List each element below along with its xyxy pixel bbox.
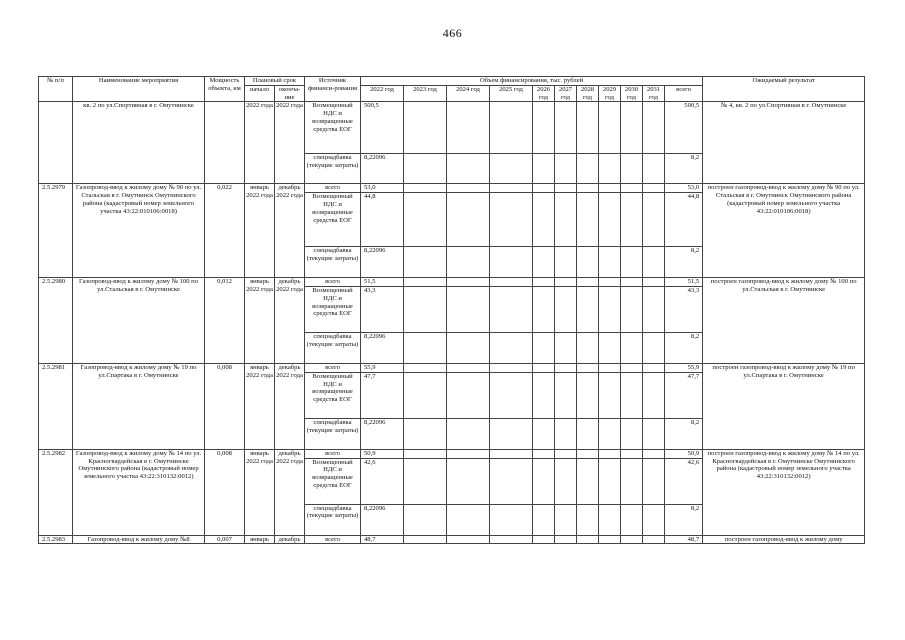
- header-capacity: Мощность объекта, км: [205, 77, 245, 102]
- table-row: [39, 449, 865, 458]
- measure-name: Газопровод-ввод к жилому дому №8: [73, 535, 205, 544]
- header-name: Наименование мероприятия: [73, 77, 205, 102]
- term-end: декабрь 2022 года: [275, 184, 305, 278]
- value-total: 55,9: [665, 363, 703, 372]
- table-row: [39, 184, 865, 193]
- header-year: 2029 год: [599, 85, 621, 102]
- table-row: [39, 278, 865, 287]
- capacity: 0,012: [205, 278, 245, 364]
- header-total: всего: [665, 85, 703, 102]
- value-2022: 48,7: [361, 535, 404, 544]
- funding-source: спецнадбавка (текущие затраты): [305, 418, 361, 449]
- funding-source: Возмещенный НДС и возвращенные средства ЕОГ: [305, 193, 361, 247]
- header-year: 2026 год: [533, 85, 555, 102]
- funding-source: спецнадбавка (текущие затраты): [305, 504, 361, 535]
- page-number: 466: [442, 26, 463, 40]
- value-total: 8,2: [665, 504, 703, 535]
- header-year: 2025 год: [490, 85, 533, 102]
- value-2022: 42,6: [361, 458, 404, 504]
- header-year: 2022 год: [361, 85, 404, 102]
- header-year: 2024 год: [447, 85, 490, 102]
- header-term: Плановый срок: [245, 77, 305, 86]
- header-year: 2030 год: [621, 85, 643, 102]
- funding-source: всего: [305, 278, 361, 287]
- measure-name: Газопровод-ввод к жилому дому № 19 по ул.Спартака в г. Омутнинске: [73, 363, 205, 449]
- value-total: 50,9: [665, 449, 703, 458]
- funding-source: всего: [305, 535, 361, 544]
- value-total: 42,6: [665, 458, 703, 504]
- funding-source: Возмещенный НДС и возвращенные средства ЕОГ: [305, 372, 361, 418]
- value-total: 8,2: [665, 154, 703, 184]
- term-end: декабрь 2022 года: [275, 449, 305, 535]
- expected-result: № 4, кв. 2 по ул.Спортивная в г. Омутнинске: [703, 102, 865, 184]
- capacity: [205, 102, 245, 184]
- value-2022: 8,22096: [361, 504, 404, 535]
- term-start: январь 2022 года: [245, 449, 275, 535]
- funding-source: спецнадбавка (текущие затраты): [305, 247, 361, 278]
- funding-source: спецнадбавка (текущие затраты): [305, 332, 361, 363]
- capacity: 0,022: [205, 184, 245, 278]
- header-year: 2031 год: [643, 85, 665, 102]
- funding-source: спецнадбавка (текущие затраты): [305, 154, 361, 184]
- funding-source: всего: [305, 363, 361, 372]
- term-start: 2022 года: [245, 102, 275, 184]
- value-2022: 8,22096: [361, 154, 404, 184]
- row-number: 2.5.2980: [39, 278, 73, 364]
- header-term-end: оконча-ние: [275, 85, 305, 102]
- value-total: 48,7: [665, 535, 703, 544]
- table-header: [39, 77, 865, 102]
- header-no: № п/п: [39, 77, 73, 102]
- header-year: 2023 год: [404, 85, 447, 102]
- capacity: 0,008: [205, 449, 245, 535]
- term-start: январь 2022 года: [245, 278, 275, 364]
- row-number: 2.5.2982: [39, 449, 73, 535]
- table-row: [39, 102, 865, 154]
- measure-name: кв. 2 по ул.Спортивная в г. Омутнинске: [73, 102, 205, 184]
- value-total: 8,2: [665, 247, 703, 278]
- funding-source: Возмещенный НДС и возвращенные средства ЕОГ: [305, 286, 361, 332]
- term-end: декабрь: [275, 535, 305, 544]
- value-2022: 43,3: [361, 286, 404, 332]
- value-2022: 44,8: [361, 193, 404, 247]
- capacity: 0,008: [205, 363, 245, 449]
- header-year: 2027 год: [555, 85, 577, 102]
- term-start: январь 2022 года: [245, 363, 275, 449]
- header-year: 2028 год: [577, 85, 599, 102]
- expected-result: построен газопровод-ввод к жилому дому № 100 по ул.Стальская в г. Омутнинске: [703, 278, 865, 364]
- value-total: 500,5: [665, 102, 703, 154]
- header-volume: Объем финансирования, тыс. рублей: [361, 77, 703, 86]
- funding-source: всего: [305, 184, 361, 193]
- value-2022: 55,9: [361, 363, 404, 372]
- row-number: 2.5.2981: [39, 363, 73, 449]
- term-end: декабрь 2022 года: [275, 278, 305, 364]
- row-number: 2.5.2979: [39, 184, 73, 278]
- funding-source: Возмещенный НДС и возвращенные средства ЕОГ: [305, 102, 361, 154]
- expected-result: построен газопровод-ввод к жилому дому № 90 по ул. Стальская в г. Омутнинск Омутнинского района (кадастровый номер земельного участка 43:22:010106:0018): [703, 184, 865, 278]
- value-total: 51,5: [665, 278, 703, 287]
- term-start: январь: [245, 535, 275, 544]
- value-2022: 50,9: [361, 449, 404, 458]
- value-2022: 53,0: [361, 184, 404, 193]
- table-body: [39, 102, 865, 544]
- value-2022: 51,5: [361, 278, 404, 287]
- value-2022: 500,5: [361, 102, 404, 154]
- financing-table: [38, 76, 865, 544]
- value-2022: 8,22096: [361, 332, 404, 363]
- value-2022: 8,22096: [361, 418, 404, 449]
- capacity: 0,007: [205, 535, 245, 544]
- value-total: 8,2: [665, 332, 703, 363]
- header-result: Ожидаемый результат: [703, 77, 865, 102]
- value-total: 8,2: [665, 418, 703, 449]
- expected-result: построен газопровод-ввод к жилому дому № 19 по ул.Спартака в г. Омутнинске: [703, 363, 865, 449]
- measure-name: Газопровод-ввод к жилому дому № 90 по ул. Стальская в г. Омутнинск Омутнинского района (кадастровый номер земельного участка 43:22:010106:0018): [73, 184, 205, 278]
- funding-source: всего: [305, 449, 361, 458]
- expected-result: построен газопровод-ввод к жилому дому: [703, 535, 865, 544]
- row-number: [39, 102, 73, 184]
- value-2022: 47,7: [361, 372, 404, 418]
- row-number: 2.5.2983: [39, 535, 73, 544]
- term-end: 2022 года: [275, 102, 305, 184]
- funding-source: Возмещенный НДС и возвращенные средства ЕОГ: [305, 458, 361, 504]
- value-2022: 8,22096: [361, 247, 404, 278]
- value-total: 53,0: [665, 184, 703, 193]
- value-total: 44,8: [665, 193, 703, 247]
- measure-name: Газопровод-ввод к жилому дому № 14 по ул. Красногвардейская в г. Омутнинске Омутнинского района (кадастровый номер земельного участка 43:22:310132:0012): [73, 449, 205, 535]
- term-end: декабрь 2022 года: [275, 363, 305, 449]
- table-row: [39, 363, 865, 372]
- header-source: Источник финанси-рования: [305, 77, 361, 102]
- expected-result: построен газопровод-ввод к жилому дому № 14 по ул. Красногвардейская в г. Омутнинске Омутнинского района (кадастровый номер земельного участка 43:22:310132:0012): [703, 449, 865, 535]
- header-term-start: начало: [245, 85, 275, 102]
- value-total: 43,3: [665, 286, 703, 332]
- measure-name: Газопровод-ввод к жилому дому № 100 по ул.Стальская в г. Омутнинске: [73, 278, 205, 364]
- term-start: январь 2022 года: [245, 184, 275, 278]
- value-total: 47,7: [665, 372, 703, 418]
- table-row: [39, 535, 865, 544]
